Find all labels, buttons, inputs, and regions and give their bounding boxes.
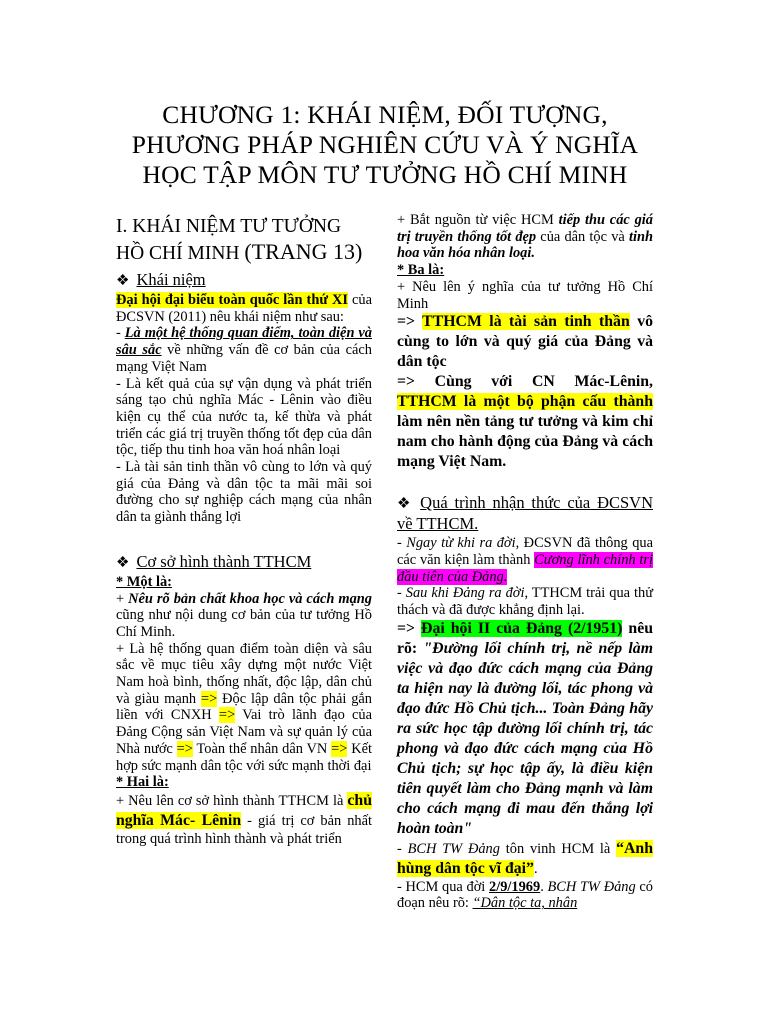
right-p3: => TTHCM là tài sản tinh thần vô cùng to lớn và quý giá của Đảng và dân tộc — [397, 313, 654, 371]
right-p2: + Nêu lên ý nghĩa của tư tưởng Hồ Chí Minh — [397, 278, 653, 312]
left-column — [116, 212, 372, 848]
qua-trinh-p2: - Sau khi Đảng ra đời, TTHCM trải qua thử thách và đã được khẳng định lại. — [397, 585, 653, 619]
diamond-bullet-icon: ❖ — [116, 554, 130, 571]
mot-la-label: * Một là: — [116, 573, 172, 590]
title-line-2: PHƯƠNG PHÁP NGHIÊN CỨU VÀ Ý NGHĨA — [131, 130, 639, 159]
section-page-ref: (TRANG 13) — [244, 239, 363, 264]
qua-trinh-p4: - BCH TW Đảng tôn vinh HCM là “Anh hùng dân tộc vĩ đại”. — [397, 839, 653, 877]
qua-trinh-heading: ❖ Quá trình nhận thức của ĐCSVN về TTHCM. — [397, 493, 654, 534]
mot-la-item-1: + Nêu rõ bản chất khoa học và cách mạng cũng như nội dung cơ bản của tư tưởng Hồ Chí Minh. — [116, 590, 372, 640]
right-p1: + Bắt nguồn từ việc HCM tiếp thu các giá trị truyền thống tốt đẹp của dân tộc và tinh hoa văn hóa nhân loại. — [397, 212, 653, 262]
section-heading: I. KHÁI NIỆM TƯ TƯỞNG HỒ CHÍ MINH (TRANG 13) — [116, 216, 363, 264]
khai-niem-p3: - Là kết quả của sự vận dụng và phát triển sáng tạo chủ nghĩa Mác - Lênin vào điều kiện cụ thể của nước ta, kế thừa và phát triển các giá trị truyền thống tốt đẹp của dân tộc, tiếp thu tinh hoa văn hoá nhân loại — [116, 375, 372, 459]
qua-trinh-p1: - Ngay từ khi ra đời, ĐCSVN đã thông qua các văn kiện làm thành Cương lĩnh chính trị đầu tiên của Đảng. — [397, 535, 653, 585]
khai-niem-p4: - Là tài sản tinh thần vô cùng to lớn và quý giá của Đảng và dân tộc ta mãi mãi soi đường cho sự nghiệp cách mạng của nhân dân ta giành thắng lợi — [116, 459, 372, 526]
hai-la-item-1: + Nêu lên cơ sở hình thành TTHCM là chủ nghĩa Mác- Lênin - giá trị cơ bản nhất trong quá trình hình thành và phát triển — [116, 791, 372, 847]
mot-la-item-2: + Là hệ thống quan điểm toàn diện và sâu sắc về mục tiêu xây dựng một nước Việt Nam hoà bình, thống nhất, độc lập, dân chủ và giàu mạnh => Độc lập dân tộc phải gắn liền với CNXH => Vai trò lãnh đạo của Đảng Cộng sản Việt Nam và sự quản lý của Nhà nước => Toàn thể nhân dân VN => Kết hợp sức mạnh dân tộc với sức mạnh thời đại — [116, 640, 373, 774]
title-line-1: CHƯƠNG 1: KHÁI NIỆM, ĐỐI TƯỢNG, — [162, 100, 608, 129]
right-column — [397, 212, 653, 912]
title-line-3: HỌC TẬP MÔN TƯ TƯỞNG HỒ CHÍ MINH — [142, 160, 628, 189]
hai-la-label: * Hai là: — [116, 774, 169, 791]
chapter-title — [90, 100, 680, 190]
qua-trinh-p3: => Đại hội II của Đảng (2/1951) nêu rõ: "Đường lối chính trị, nề nếp làm việc và đạo đức cách mạng của Đảng ta hiện nay là đường lối, tác phong và đạo đức Hồ Chủ tịch... Toàn Đảng hãy ra sức học tập đường lối chính trị, tác phong và đạo đức cách mạng của Hồ Chủ tịch; sự học tập ấy, là điều kiện tiên quyết làm cho Đảng mạnh và làm cho cách mạng đi mau đến thắng lợi hoàn toàn" — [397, 619, 653, 837]
qua-trinh-p5: - HCM qua đời 2/9/1969. BCH TW Đảng có đoạn nêu rõ: “Dân tộc ta, nhân — [397, 878, 653, 912]
diamond-bullet-icon: ❖ — [397, 496, 414, 513]
diamond-bullet-icon: ❖ — [116, 273, 130, 289]
khai-niem-p2: - Là một hệ thống quan điểm, toàn diện và sâu sắc về những vấn đề cơ bản của cách mạng Việt Nam — [116, 325, 372, 375]
co-so-heading: ❖ Cơ sở hình thành TTHCM — [116, 551, 312, 571]
right-p4: => Cùng với CN Mác-Lênin, TTHCM là một bộ phận cấu thành làm nên nền tảng tư tưởng và kim chỉ nam cho hành động của Đảng và cách mạng Việt Nam. — [397, 373, 653, 471]
ba-la-label: * Ba là: — [397, 262, 445, 279]
khai-niem-p1: Đại hội đại biểu toàn quốc lần thứ XI của ĐCSVN (2011) nêu khái niệm như sau: — [116, 292, 372, 325]
khai-niem-heading: ❖ Khái niệm — [116, 270, 206, 289]
